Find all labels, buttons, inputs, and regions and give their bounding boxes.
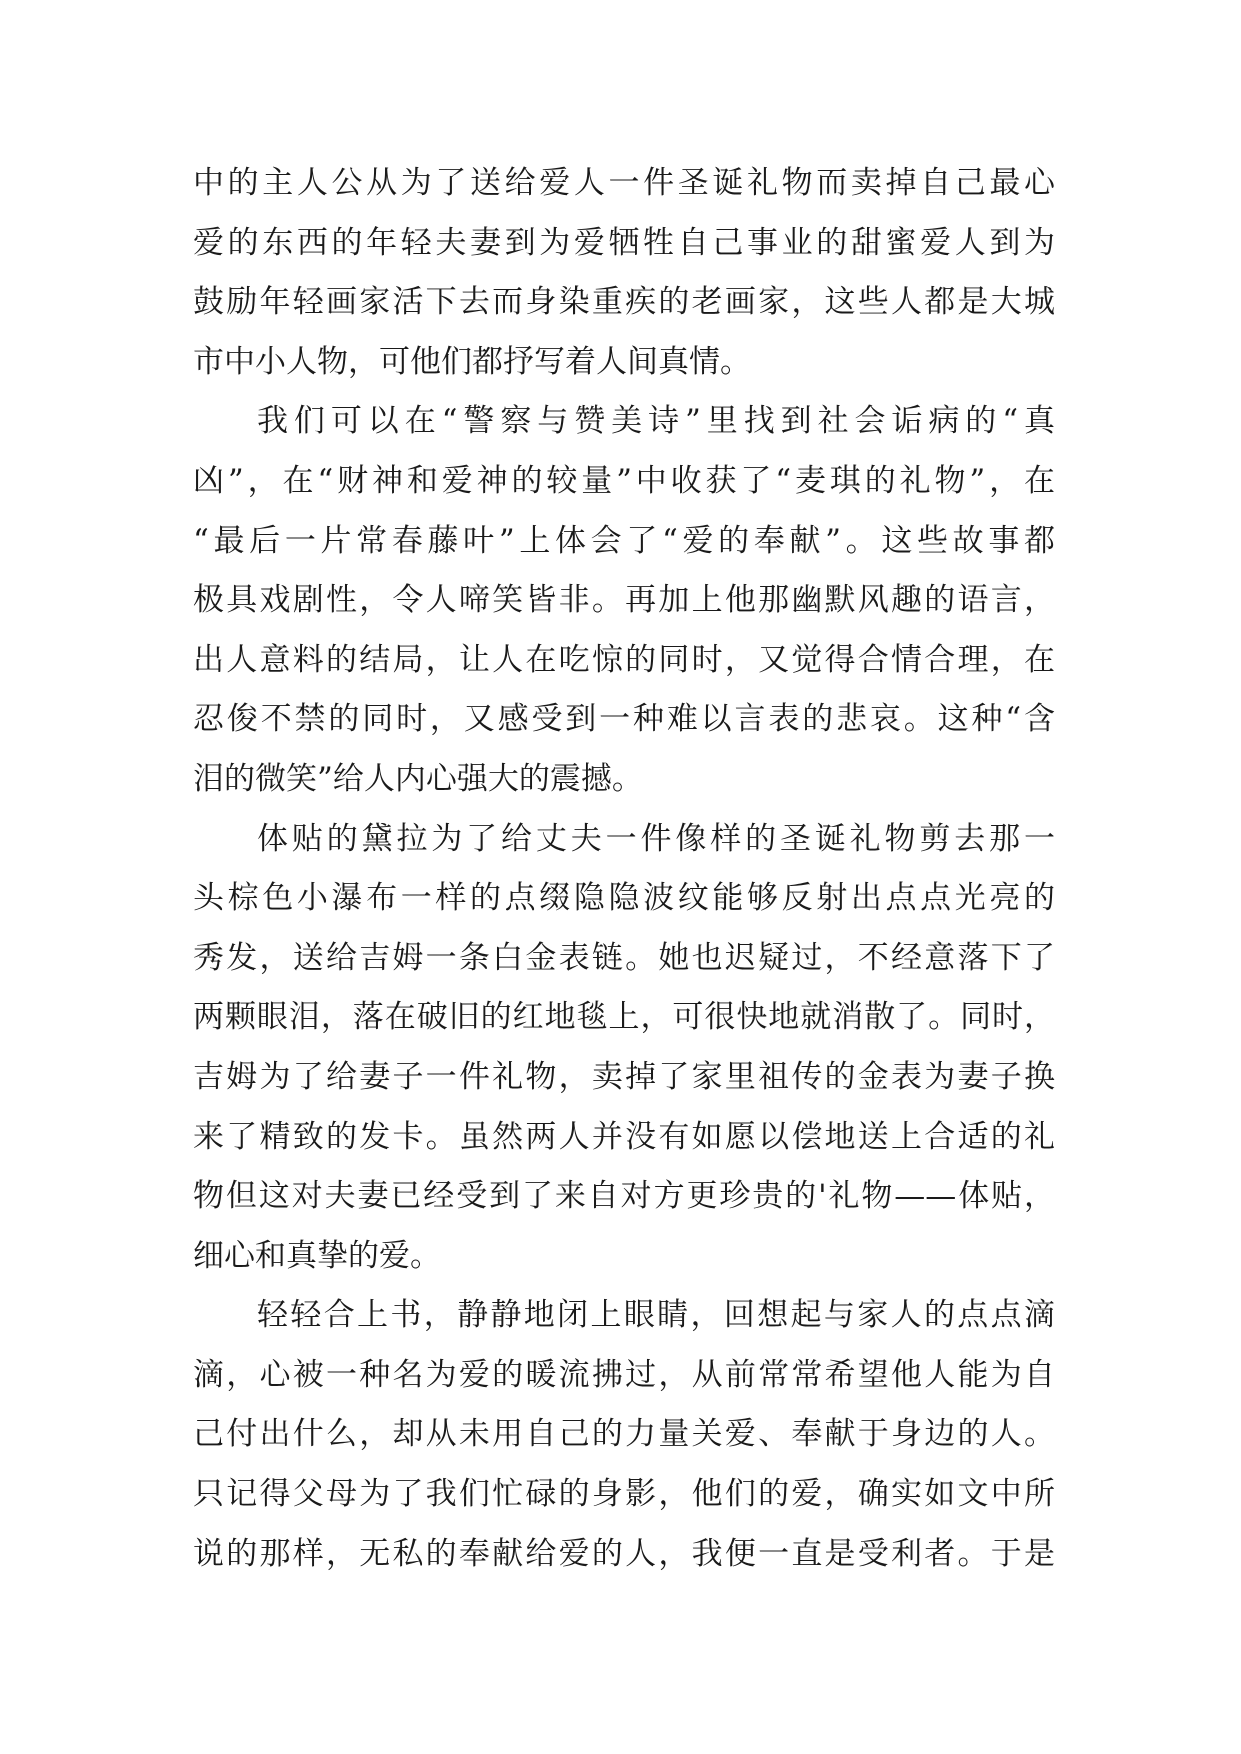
text-line: 两颗眼泪，落在破旧的红地毯上，可很快地就消散了。同时， — [193, 999, 1055, 1036]
paragraph-first-line: 体贴的黛拉为了给丈夫一件像样的圣诞礼物剪去那一 — [257, 820, 1055, 857]
text-line: 凶”，在“财神和爱神的较量”中收获了“麦琪的礼物”，在 — [193, 462, 1055, 499]
text-line: 爱的东西的年轻夫妻到为爱牺牲自己事业的甜蜜爱人到为 — [193, 224, 1055, 261]
text-line: 秀发，送给吉姆一条白金表链。她也迟疑过，不经意落下了 — [193, 939, 1055, 976]
text-line: 己付出什么，却从未用自己的力量关爱、奉献于身边的人。 — [193, 1416, 1055, 1453]
text-line: 吉姆为了给妻子一件礼物，卖掉了家里祖传的金表为妻子换 — [193, 1058, 1055, 1095]
text-line: 滴，心被一种名为爱的暖流拂过，从前常常希望他人能为自 — [193, 1356, 1055, 1393]
paragraph-first-line: 我们可以在“警察与赞美诗”里找到社会诟病的“真 — [257, 403, 1055, 440]
text-line: 鼓励年轻画家活下去而身染重疾的老画家，这些人都是大城 — [193, 284, 1055, 321]
text-line: 极具戏剧性，令人啼笑皆非。再加上他那幽默风趣的语言， — [193, 582, 1055, 619]
text-line: 来了精致的发卡。虽然两人并没有如愿以偿地送上合适的礼 — [193, 1118, 1055, 1155]
text-line: 泪的微笑”给人内心强大的震撼。 — [193, 760, 643, 797]
paragraph-first-line: 轻轻合上书，静静地闭上眼睛，回想起与家人的点点滴 — [257, 1297, 1055, 1334]
text-line: 市中小人物，可他们都抒写着人间真情。 — [193, 343, 751, 380]
text-line: 物但这对夫妻已经受到了来自对方更珍贵的'礼物——体贴， — [193, 1178, 1055, 1215]
text-line: 说的那样，无私的奉献给爱的人，我便一直是受利者。于是 — [193, 1535, 1055, 1572]
text-line: 头棕色小瀑布一样的点缀隐隐波纹能够反射出点点光亮的 — [193, 880, 1055, 917]
text-line: 中的主人公从为了送给爱人一件圣诞礼物而卖掉自己最心 — [193, 165, 1055, 201]
text-line: 只记得父母为了我们忙碌的身影，他们的爱，确实如文中所 — [193, 1476, 1055, 1513]
text-line: “最后一片常春藤叶”上体会了“爱的奉献”。这些故事都 — [193, 522, 1055, 559]
essay-body — [193, 154, 1055, 1584]
text-line: 出人意料的结局，让人在吃惊的同时，又觉得合情合理，在 — [193, 641, 1055, 678]
text-line: 细心和真挚的爱。 — [193, 1237, 441, 1274]
text-line: 忍俊不禁的同时，又感受到一种难以言表的悲哀。这种“含 — [193, 701, 1055, 738]
